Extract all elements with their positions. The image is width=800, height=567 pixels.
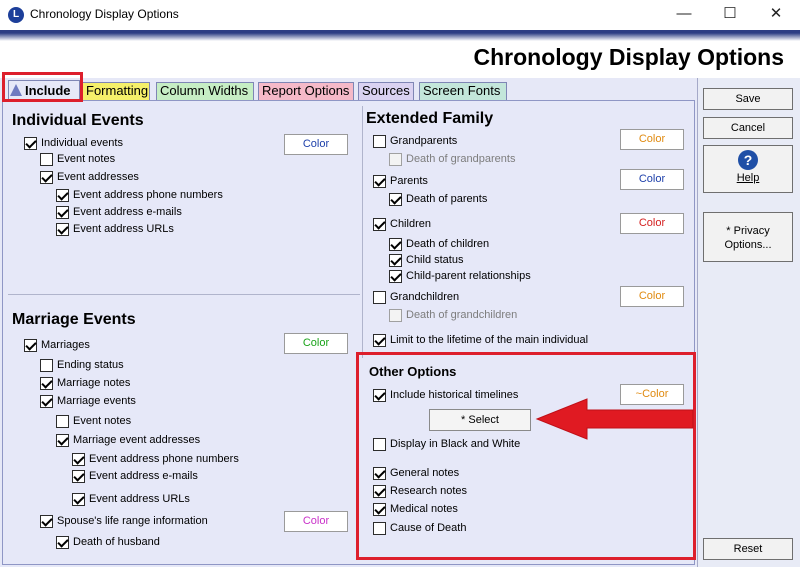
cancel-button[interactable]: Cancel: [703, 117, 793, 139]
section-divider: [8, 294, 360, 295]
help-icon: ?: [738, 150, 758, 170]
tab-sources[interactable]: Sources: [358, 82, 414, 100]
maximize-button[interactable]: ☐: [723, 5, 737, 22]
parents-checkbox[interactable]: [373, 175, 386, 188]
marriage-address-emails-checkbox[interactable]: [72, 470, 85, 483]
window-title: Chronology Display Options: [30, 7, 179, 21]
grandparents-checkbox[interactable]: [373, 135, 386, 148]
death-of-parents-checkbox-row[interactable]: Death of parents: [389, 191, 487, 207]
ending-status-checkbox-row[interactable]: Ending status: [40, 357, 124, 373]
grandchildren-checkbox[interactable]: [373, 291, 386, 304]
death-of-grandchildren-checkbox-row[interactable]: Death of grandchildren: [389, 307, 517, 323]
help-button[interactable]: [703, 145, 793, 193]
privacy-label-line2: Options...: [724, 239, 772, 251]
page-heading: Chronology Display Options: [473, 44, 784, 70]
spouse-life-range-checkbox-row[interactable]: Spouse's life range information: [40, 513, 208, 529]
marriage-event-notes-checkbox-row[interactable]: Event notes: [56, 413, 131, 429]
marriage-notes-checkbox-row[interactable]: Marriage notes: [40, 375, 130, 391]
marriage-event-addresses-checkbox[interactable]: [56, 434, 69, 447]
save-button[interactable]: Save: [703, 88, 793, 110]
select-timelines-button[interactable]: * Select: [429, 409, 531, 431]
marriage-address-emails-checkbox-row[interactable]: Event address e-mails: [72, 468, 198, 484]
reset-button[interactable]: Reset: [703, 538, 793, 560]
parents-color-button[interactable]: Color: [620, 169, 684, 190]
timeline-color-button[interactable]: ~Color: [620, 384, 684, 405]
help-label: Help: [736, 172, 760, 184]
tab-screen-fonts[interactable]: Screen Fonts: [419, 82, 507, 100]
child-parent-relationships-checkbox-row[interactable]: Child-parent relationships: [389, 268, 531, 284]
ending-status-checkbox[interactable]: [40, 359, 53, 372]
death-of-children-checkbox[interactable]: [389, 238, 402, 251]
death-of-husband-checkbox[interactable]: [56, 536, 69, 549]
minimize-button[interactable]: —: [676, 5, 692, 22]
column-divider: [362, 106, 363, 358]
app-icon: L: [8, 7, 24, 23]
limit-lifetime-checkbox[interactable]: [373, 334, 386, 347]
medical-notes-checkbox-row[interactable]: Medical notes: [373, 501, 458, 517]
death-of-parents-checkbox[interactable]: [389, 193, 402, 206]
marriage-notes-checkbox[interactable]: [40, 377, 53, 390]
tab-include[interactable]: Include: [8, 80, 80, 101]
children-checkbox-row[interactable]: Children: [373, 216, 431, 232]
other-options-highlight: [356, 352, 696, 560]
grandchildren-color-button[interactable]: Color: [620, 286, 684, 307]
event-notes-checkbox-row[interactable]: Event notes: [40, 151, 115, 167]
spouse-life-range-checkbox[interactable]: [40, 515, 53, 528]
close-button[interactable]: ✕: [769, 5, 783, 22]
marriage-address-urls-checkbox-row[interactable]: Event address URLs: [72, 491, 190, 507]
include-tab-highlight: [2, 72, 83, 102]
individual-events-checkbox-row[interactable]: Individual events: [24, 135, 123, 151]
research-notes-checkbox-row[interactable]: Research notes: [373, 483, 467, 499]
annotation-arrow-icon: [535, 396, 697, 446]
event-address-emails-checkbox-row[interactable]: Event address e-mails: [56, 204, 182, 220]
child-parent-relationships-checkbox[interactable]: [389, 270, 402, 283]
child-status-checkbox[interactable]: [389, 254, 402, 267]
event-address-phone-checkbox-row[interactable]: Event address phone numbers: [56, 187, 223, 203]
event-address-urls-checkbox[interactable]: [56, 223, 69, 236]
extended-family-title: Extended Family: [366, 110, 494, 127]
event-address-urls-checkbox-row[interactable]: Event address URLs: [56, 221, 174, 237]
black-and-white-checkbox-row[interactable]: Display in Black and White: [373, 436, 520, 452]
individual-events-checkbox[interactable]: [24, 137, 37, 150]
marriage-event-notes-checkbox[interactable]: [56, 415, 69, 428]
cause-of-death-checkbox-row[interactable]: Cause of Death: [373, 520, 466, 536]
children-color-button[interactable]: Color: [620, 213, 684, 234]
marriages-checkbox-row[interactable]: Marriages: [24, 337, 90, 353]
death-of-grandparents-checkbox[interactable]: [389, 153, 402, 166]
marriage-events-checkbox[interactable]: [40, 395, 53, 408]
event-notes-checkbox[interactable]: [40, 153, 53, 166]
child-status-checkbox-row[interactable]: Child status: [389, 252, 463, 268]
death-of-grandparents-checkbox-row[interactable]: Death of grandparents: [389, 151, 515, 167]
tab-formatting[interactable]: Formatting: [82, 82, 150, 100]
death-of-children-checkbox-row[interactable]: Death of children: [389, 236, 489, 252]
death-of-husband-checkbox-row[interactable]: Death of husband: [56, 534, 160, 550]
marriage-event-addresses-checkbox-row[interactable]: Marriage event addresses: [56, 432, 200, 448]
limit-lifetime-checkbox-row[interactable]: Limit to the lifetime of the main individual: [373, 332, 588, 348]
children-checkbox[interactable]: [373, 218, 386, 231]
marriage-address-phone-checkbox-row[interactable]: Event address phone numbers: [72, 451, 239, 467]
death-of-grandchildren-checkbox[interactable]: [389, 309, 402, 322]
marriages-color-button[interactable]: Color: [284, 333, 348, 354]
individual-events-title: Individual Events: [12, 112, 144, 129]
grandparents-color-button[interactable]: Color: [620, 129, 684, 150]
event-address-phone-checkbox[interactable]: [56, 189, 69, 202]
general-notes-checkbox-row[interactable]: General notes: [373, 465, 459, 481]
grandchildren-checkbox-row[interactable]: Grandchildren: [373, 289, 459, 305]
event-addresses-checkbox[interactable]: [40, 171, 53, 184]
tab-column-widths[interactable]: Column Widths: [156, 82, 254, 100]
marriages-checkbox[interactable]: [24, 339, 37, 352]
marriage-events-title: Marriage Events: [12, 311, 136, 328]
spouse-color-button[interactable]: Color: [284, 511, 348, 532]
privacy-options-button[interactable]: [703, 212, 793, 262]
privacy-label-line1: * Privacy: [726, 225, 770, 237]
historical-timelines-checkbox-row[interactable]: Include historical timelines: [373, 387, 518, 403]
grandparents-checkbox-row[interactable]: Grandparents: [373, 133, 457, 149]
event-addresses-checkbox-row[interactable]: Event addresses: [40, 169, 139, 185]
marriage-address-urls-checkbox[interactable]: [72, 493, 85, 506]
parents-checkbox-row[interactable]: Parents: [373, 173, 428, 189]
tab-report-options[interactable]: Report Options: [258, 82, 354, 100]
individual-color-button[interactable]: Color: [284, 134, 348, 155]
marriage-events-checkbox-row[interactable]: Marriage events: [40, 393, 136, 409]
marriage-address-phone-checkbox[interactable]: [72, 453, 85, 466]
event-address-emails-checkbox[interactable]: [56, 206, 69, 219]
other-options-title: Other Options: [369, 364, 457, 379]
